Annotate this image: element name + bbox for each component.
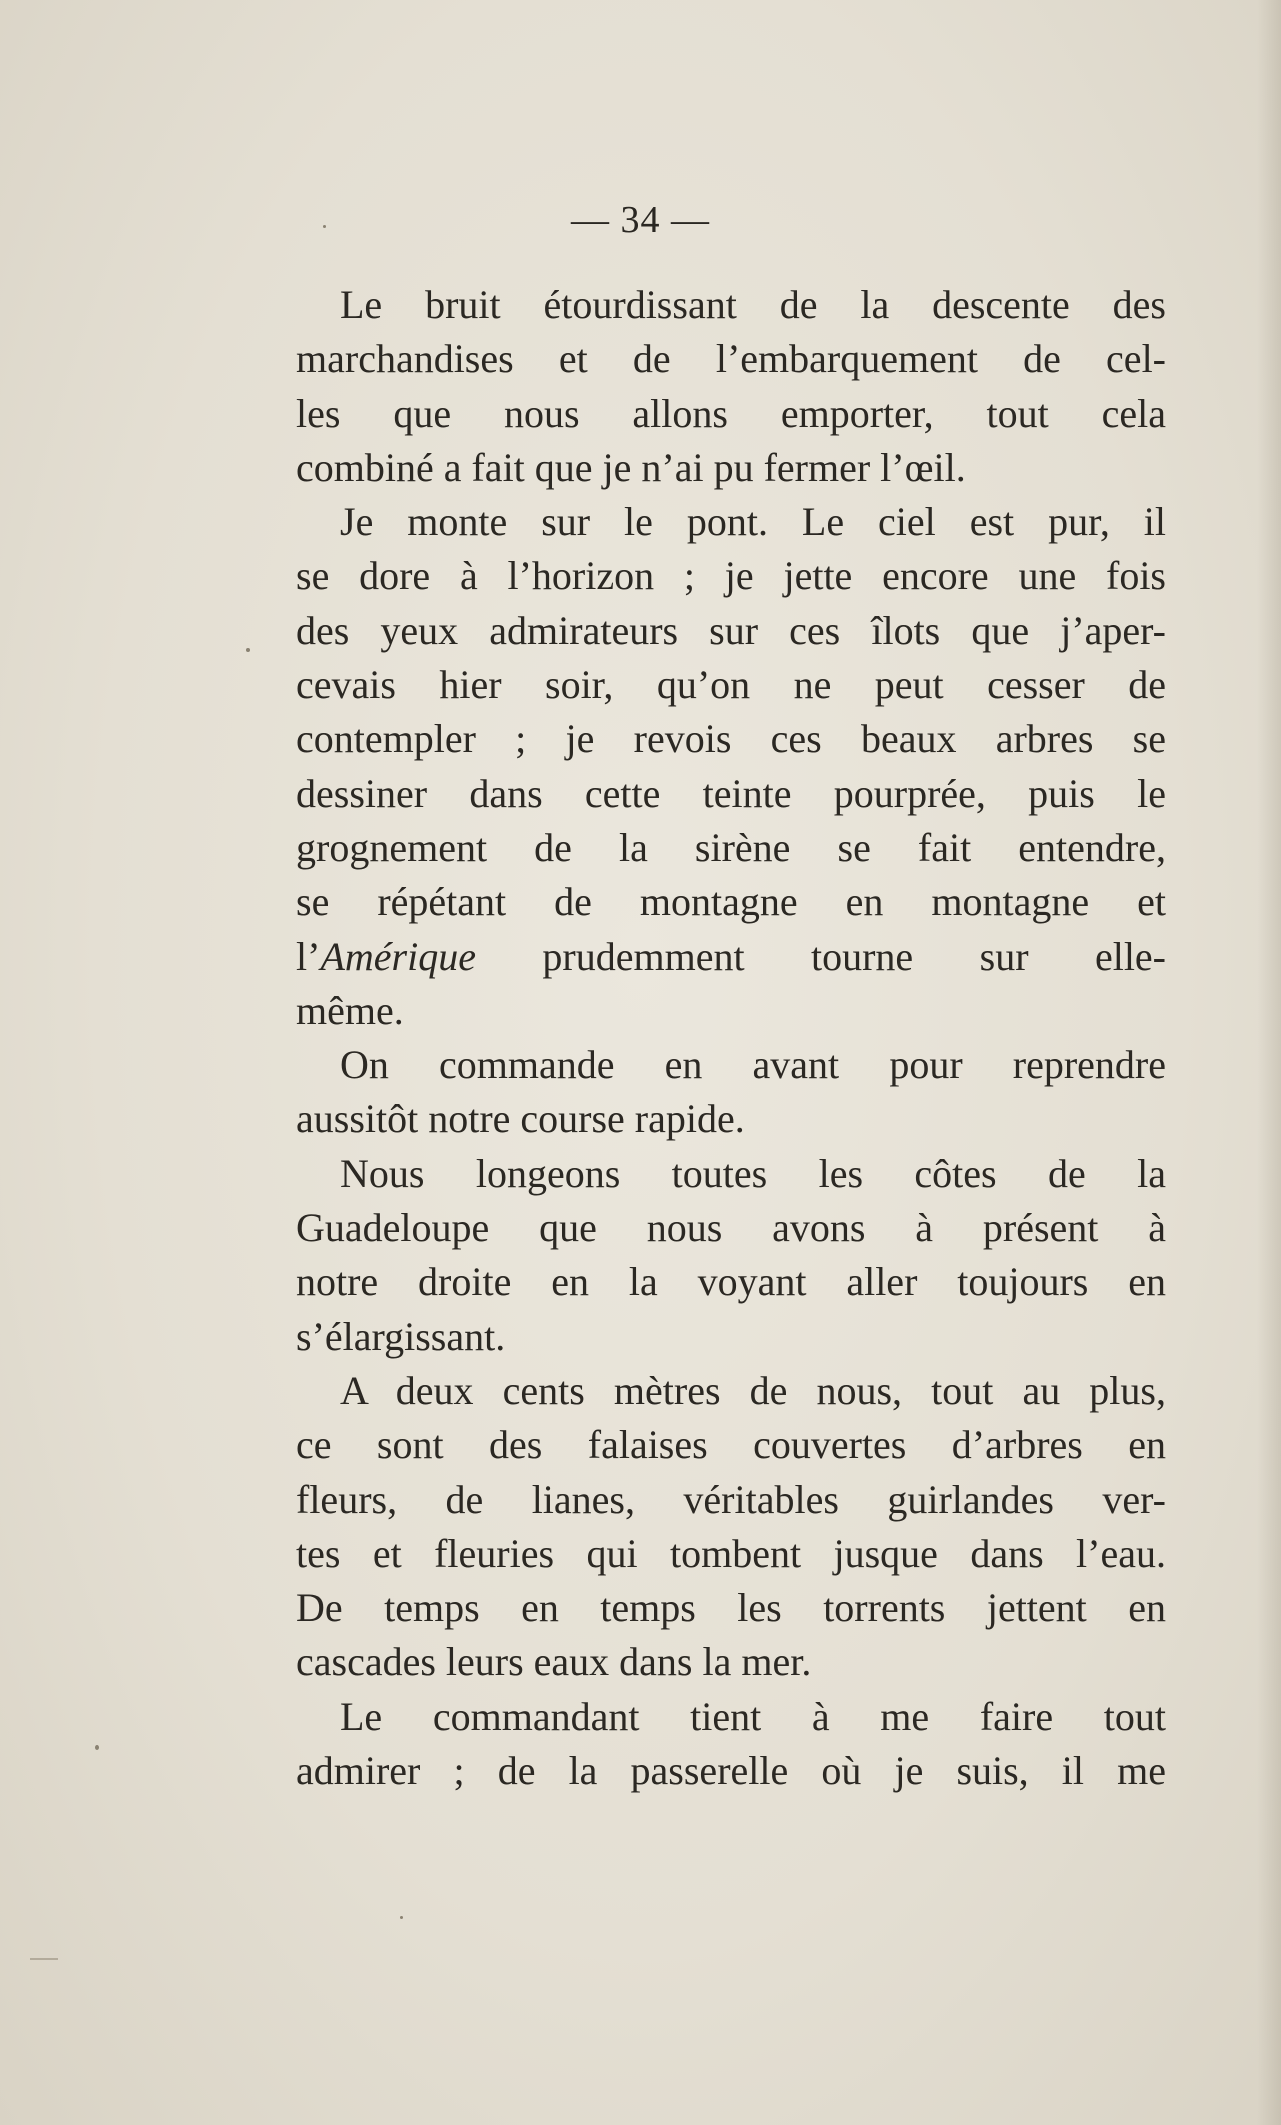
page-edge-shadow (1257, 0, 1281, 2125)
ship-name: Amérique (320, 933, 476, 979)
text-line: même. (296, 987, 404, 1033)
text-line: grognement de la sirène se fait entendre, (296, 824, 1166, 870)
text-line: ce sont des falaises couvertes d’arbres en (296, 1422, 1166, 1468)
text-line: A deux cents mètres de nous, tout au plus, (340, 1367, 1166, 1413)
text-line: Le bruit étourdissant de la descente des (340, 282, 1166, 327)
paper-speck (246, 648, 250, 652)
text-fragment: l’ (296, 933, 321, 979)
text-fragment: prudemment tourne sur elle- (475, 933, 1166, 979)
text-line: combiné a fait que je n’ai pu fermer l’œil. (296, 444, 966, 490)
text-line: Le commandant tient à me faire tout (340, 1693, 1166, 1739)
text-line: aussitôt notre course rapide. (296, 1096, 745, 1142)
paper-mark (30, 1958, 58, 1960)
body-text (296, 278, 1166, 1798)
text-line: Nous longeons toutes les côtes de la (340, 1150, 1166, 1196)
paper-speck (400, 1916, 403, 1919)
text-line: se répétant de montagne en montagne et (296, 879, 1166, 925)
text-line: notre droite en la voyant aller toujours en (296, 1259, 1166, 1305)
text-line: se dore à l’horizon ; je jette encore une fois (296, 553, 1166, 599)
text-line: tes et fleuries qui tombent jusque dans l’eau. (296, 1530, 1166, 1576)
text-line (296, 930, 1166, 984)
text-line: cascades leurs eaux dans la mer. (296, 1639, 812, 1685)
paper-speck (323, 225, 326, 228)
text-line: De temps en temps les torrents jettent en (296, 1585, 1166, 1631)
text-line: Je monte sur le pont. Le ciel est pur, il (340, 499, 1166, 545)
page-number: — 34 — (571, 199, 710, 241)
text-line: Guadeloupe que nous avons à présent à (296, 1205, 1166, 1251)
text-line: s’élargissant. (296, 1313, 506, 1359)
paper-speck (95, 1745, 99, 1750)
text-line: fleurs, de lianes, véritables guirlandes ver- (296, 1476, 1166, 1522)
text-line: On commande en avant pour reprendre (340, 1042, 1166, 1088)
text-line: des yeux admirateurs sur ces îlots que j’aper- (296, 607, 1166, 653)
text-line: les que nous allons emporter, tout cela (296, 390, 1166, 436)
text-line: admirer ; de la passerelle où je suis, il me (296, 1748, 1166, 1794)
text-line: marchandises et de l’embarquement de cel- (296, 336, 1166, 382)
text-line: contempler ; je revois ces beaux arbres se (296, 716, 1166, 762)
text-line: cevais hier soir, qu’on ne peut cesser de (296, 662, 1166, 708)
text-line: dessiner dans cette teinte pourprée, puis le (296, 770, 1166, 816)
